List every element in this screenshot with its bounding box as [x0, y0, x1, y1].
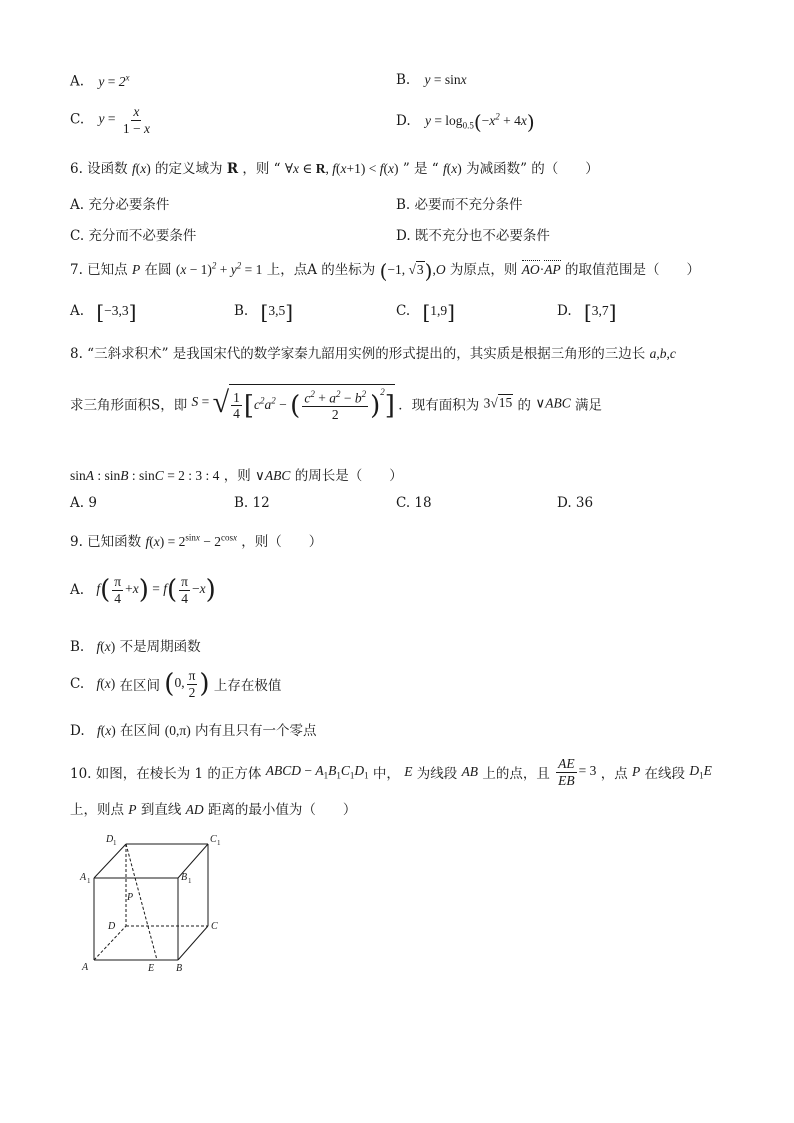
q7-option-c: C. [1,9]	[396, 300, 455, 324]
label-a: A	[82, 962, 89, 973]
label-b1-sub: 1	[188, 877, 192, 885]
q5-option-b: B. y = sinx	[396, 72, 467, 88]
q9-option-b: B. f(x) 不是周期函数	[70, 639, 201, 655]
q8-option-d: D. 36	[557, 495, 594, 511]
q6-option-a: A. 充分必要条件	[70, 197, 170, 213]
q5-option-a: A. $y = 2^x$	[70, 72, 130, 90]
label-c: C	[211, 921, 218, 932]
q6-option-b: B. 必要而不充分条件	[396, 197, 523, 213]
q7-option-b: B. [3,5]	[234, 300, 294, 324]
q9-option-a: A. f( $\frac{\pi}{4}$ +x) = f( $\frac{\pi}{4}$ −x)	[70, 574, 216, 606]
q6-option-d: D. 既不充分也不必要条件	[396, 228, 550, 244]
edge-bc	[178, 926, 208, 960]
q6-stem: 6. 设函数 f(x) 的定义域为 R ，则 “ ∀x ∈ R, f(x+1) < f(x) ” 是 “ f(x) 为减函数” 的（ ）	[70, 161, 599, 177]
q5-option-c-formula: y = $\frac{x}{1 - x}$	[98, 104, 150, 136]
label-d1-sub: 1	[113, 839, 117, 847]
q8-line1: 8. “三斜求积术” 是我国宋代的数学家秦九韶用实例的形式提出的，其实质是根据三角形的三边长 a,b,c	[70, 346, 676, 362]
q10-stem: 10. 如图，在棱长为 1 的正方体 ABCD − $A_1B_1C_1D_1$ 中， E 为线段 AB 上的点，且 $\frac{AE}{EB}$ = 3 ，点 P 在线段 $D_1E$	[70, 756, 712, 788]
label-e: E	[148, 963, 155, 974]
label-c1: C	[210, 834, 217, 845]
cube-figure	[70, 830, 230, 980]
label-a1: A	[80, 872, 87, 883]
q7-option-d: D. [3,7]	[557, 300, 617, 324]
label-b: B	[176, 963, 183, 974]
q8-line2: 求三角形面积S，即 S = √ $\frac{1}{4}$ [$c^2a^2$ − ( $\frac{c^2 + a^2 - b^2}{2}$ )$^2$] ．现有面积为 3√15 的 ∨ABC 满足	[70, 384, 602, 423]
q5-option-c: C. y = $\frac{x}{1 - x}$	[70, 104, 154, 136]
q8-option-c: C. 18	[396, 495, 432, 511]
label-b1: B	[181, 872, 188, 883]
q10-line2: 上，则点 P 到直线 AD 距离的最小值为（ ）	[70, 802, 357, 818]
q9-option-c: C. f(x) 在区间 (0, $\frac{\pi}{2}$ ) 上存在极值	[70, 668, 282, 700]
q8-option-a: A. 9	[70, 495, 97, 511]
q8-area-formula: S = √ $\frac{1}{4}$ [$c^2a^2$ − ( $\frac{c^2 + a^2 - b^2}{2}$ )$^2$]	[192, 394, 399, 409]
q5-option-a-formula: $y = 2^x$	[98, 72, 130, 89]
label-a1-sub: 1	[87, 877, 91, 885]
q5-option-d: D. $y = \log_{0.5}(-x^2 + 4x)$	[396, 110, 535, 134]
q7-option-a: A. [−3,3]	[70, 300, 137, 324]
label-d: D	[108, 921, 116, 932]
q5-option-b-formula: y = sinx	[424, 72, 467, 87]
q5-option-d-formula: $y = \log_{0.5}(-x^2 + 4x)$	[424, 110, 535, 134]
q7-stem: 7. 已知点 P 在圆 $(x - 1)^2 + y^2 = 1$ 上，点A 的坐标为 (−1, √3),O 为原点，则 AO·AP 的取值范围是（ ）	[70, 258, 700, 283]
q6-option-c: C. 充分而不必要条件	[70, 228, 197, 244]
label-c1-sub: 1	[217, 839, 221, 847]
q9-stem: 9. 已知函数 $f(x) = 2^{sinx} - 2^{cosx}$ ，则（ ）	[70, 532, 323, 550]
label-d1: D	[106, 834, 114, 845]
label-p: P	[127, 892, 134, 903]
q8-line3: sinA : sinB : sinC = 2 : 3 : 4 ，则 ∨ABC 的周长是（ ）	[70, 468, 403, 484]
edge-a1d1	[94, 844, 126, 878]
q8-option-b: B. 12	[234, 495, 270, 511]
q9-option-d: D. f(x) 在区间 (0,π) 内有且只有一个零点	[70, 723, 317, 739]
